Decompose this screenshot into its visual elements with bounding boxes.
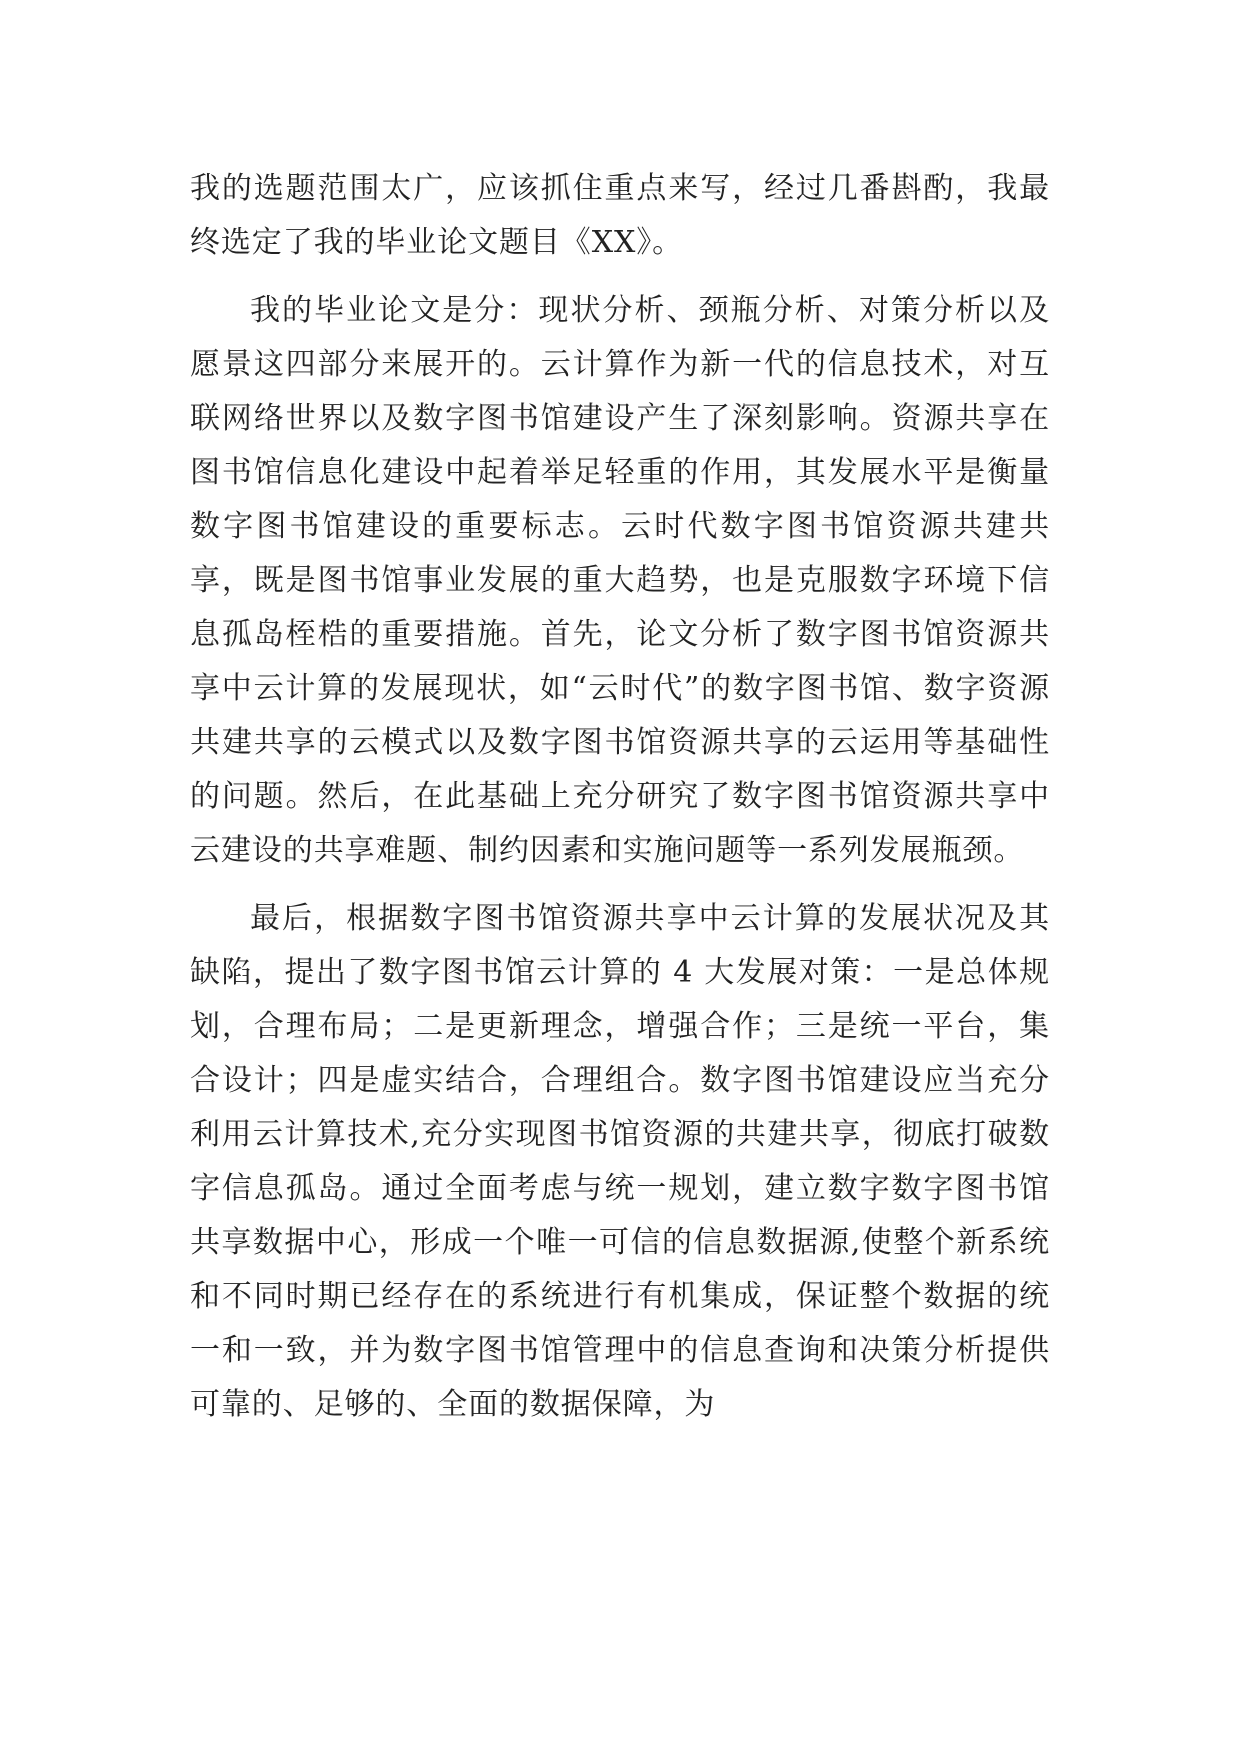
paragraph-1: 我的选题范围太广，应该抓住重点来写，经过几番斟酌，我最终选定了我的毕业论文题目《XX》。 bbox=[190, 171, 1050, 260]
paragraph-2: 我的毕业论文是分：现状分析、颈瓶分析、对策分析以及愿景这四部分来展开的。云计算作为新一代的信息技术，对互联网络世界以及数字图书馆建设产生了深刻影响。资源共享在图书馆信息化建设中起着举足轻重的作用，其发展水平是衡量数字图书馆建设的重要标志。云时代数字图书馆资源共建共享，既是图书馆事业发展的重大趋势，也是克服数字环境下信息孤岛桎梏的重要措施。首先，论文分析了数字图书馆资源共享中云计算的发展现状，如“云时代”的数字图书馆、数字资源共建共享的云模式以及数字图书馆资源共享的云运用等基础性的问题。然后，在此基础上充分研究了数字图书馆资源共享中云建设的共享难题、制约因素和实施问题等一系列发展瓶颈。 bbox=[190, 293, 1050, 868]
document-body bbox=[190, 162, 1050, 1432]
paragraph-3: 最后，根据数字图书馆资源共享中云计算的发展状况及其缺陷，提出了数字图书馆云计算的 4 大发展对策：一是总体规划，合理布局；二是更新理念，增强合作；三是统一平台，集合设计；四是虚实结合，合理组合。数字图书馆建设应当充分利用云计算技术,充分实现图书馆资源的共建共享，彻底打破数字信息孤岛。通过全面考虑与统一规划，建立数字数字图书馆共享数据中心，形成一个唯一可信的信息数据源,使整个新系统和不同时期已经存在的系统进行有机集成，保证整个数据的统一和一致，并为数字图书馆管理中的信息查询和决策分析提供可靠的、足够的、全面的数据保障，为 bbox=[190, 901, 1050, 1422]
